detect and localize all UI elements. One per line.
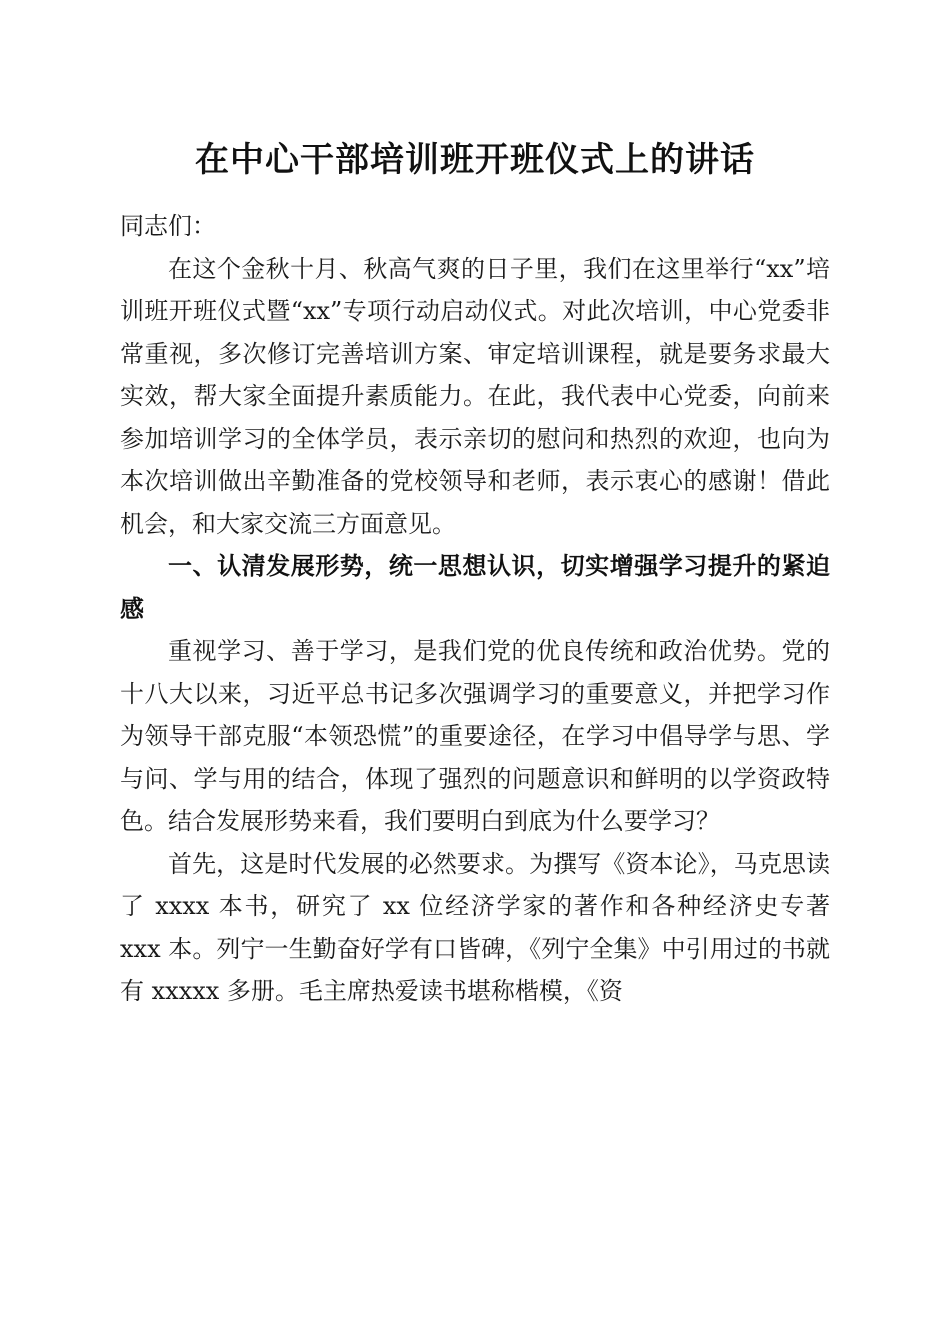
document-title: 在中心干部培训班开班仪式上的讲话 [195, 140, 755, 180]
paragraph-first-reason: 首先，这是时代发展的必然要求。为撰写《资本论》，马克思读了 xxxx 本书，研究了 xx 位经济学家的著作和各种经济史专著 xxx 本。列宁一生勤奋好学有口皆碑，《列宁全集》中引用过的书就有 xxxxx 多册。毛主席热爱读书堪称楷模，《资 [120, 849, 830, 1005]
paragraph-learning-tradition: 重视学习、善于学习，是我们党的优良传统和政治优势。党的十八大以来，习近平总书记多次强调学习的重要意义，并把学习作为领导干部克服“本领恐慌”的重要途径，在学习中倡导学与思、学与问、学与用的结合，体现了强烈的问题意识和鲜明的以学资政特色。结合发展形势来看，我们要明白到底为什么要学习？ [120, 637, 830, 835]
document-body [120, 205, 830, 1013]
salutation: 同志们： [120, 212, 216, 240]
section-heading-1: 一、认清发展形势，统一思想认识，切实增强学习提升的紧迫感 [120, 552, 830, 623]
paragraph-opening: 在这个金秋十月、秋高气爽的日子里，我们在这里举行“xx”培训班开班仪式暨“xx”专项行动启动仪式。对此次培训，中心党委非常重视，多次修订完善培训方案、审定培训课程，就是要务求最大实效，帮大家全面提升素质能力。在此，我代表中心党委，向前来参加培训学习的全体学员，表示亲切的慰问和热烈的欢迎，也向为本次培训做出辛勤准备的党校领导和老师，表示衷心的感谢！借此机会，和大家交流三方面意见。 [120, 254, 830, 538]
